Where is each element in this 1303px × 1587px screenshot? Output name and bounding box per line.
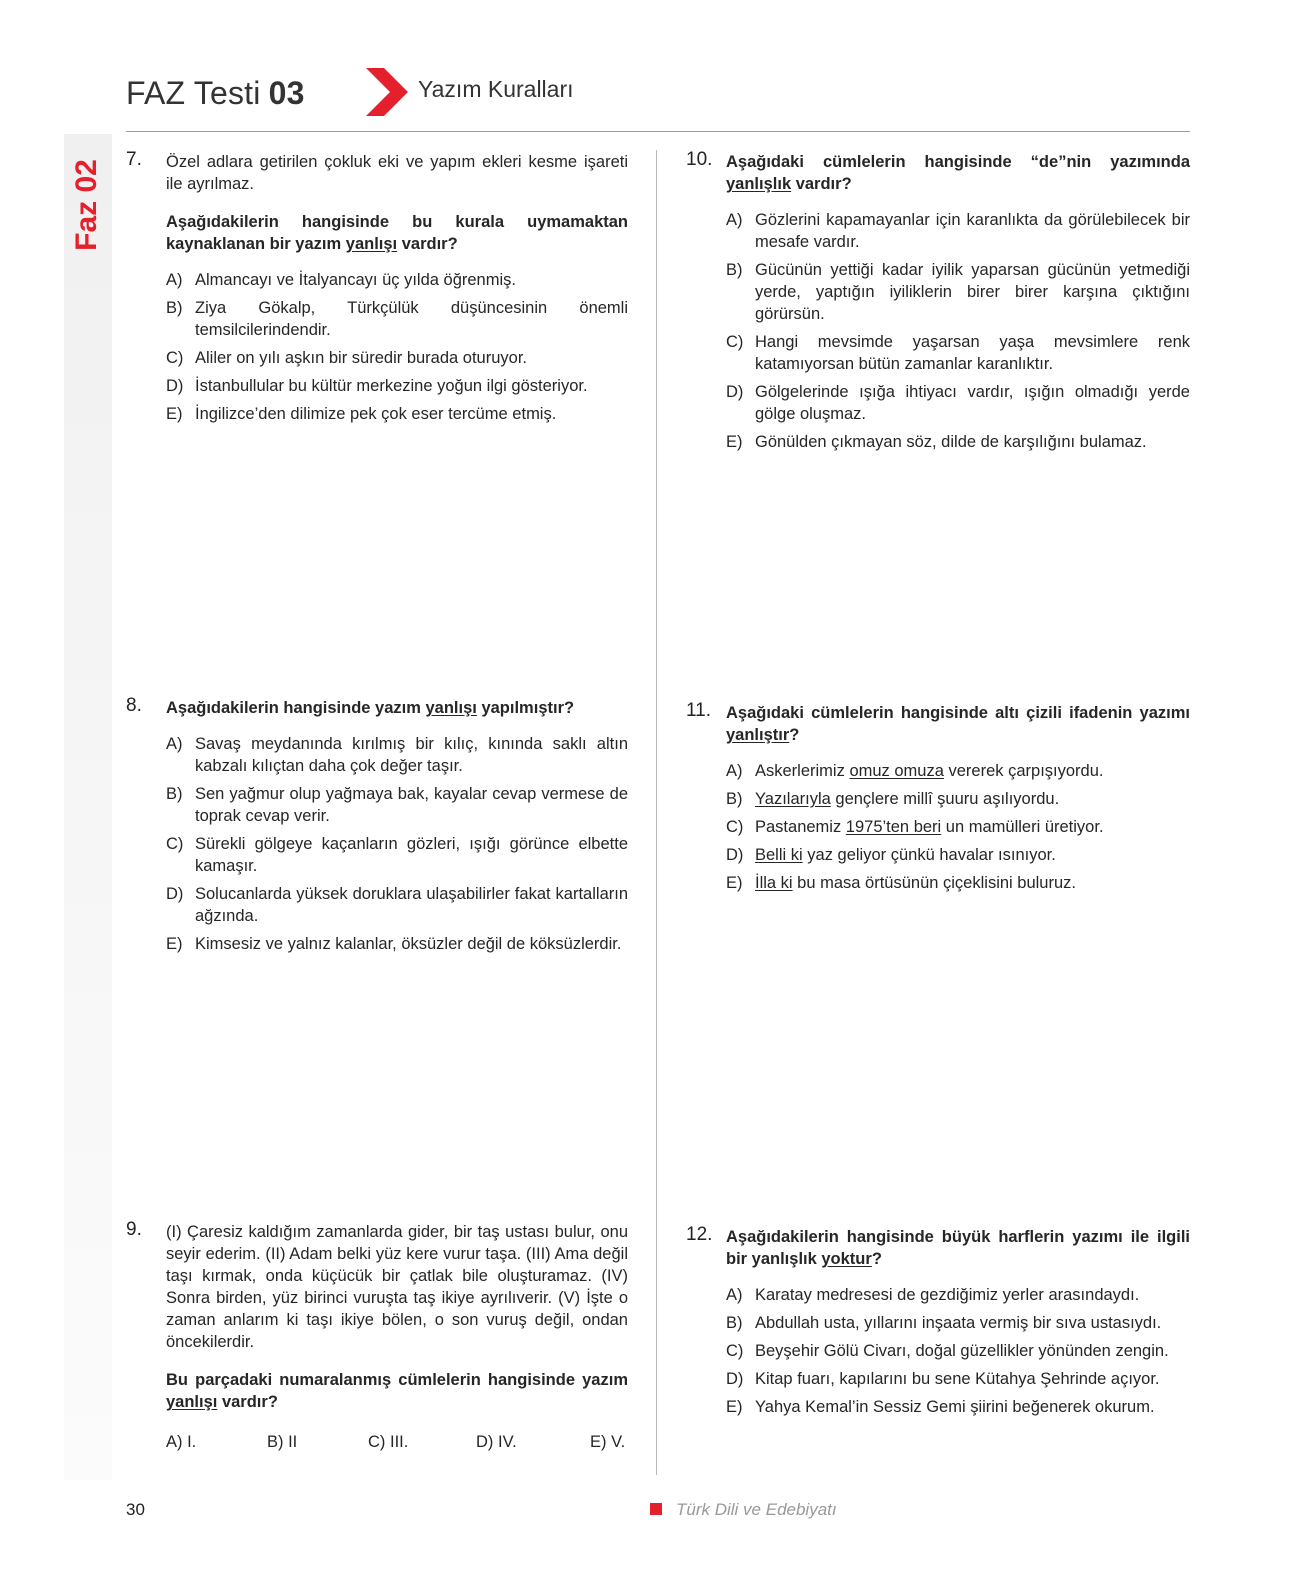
option-e[interactable]: E) İlla ki bu masa örtüsünün çiçeklisini buluruz. <box>726 874 1076 892</box>
option-b[interactable]: B) II <box>267 1433 298 1451</box>
option-c[interactable]: C) Hangi mevsimde yaşarsan yaşa mevsimlere renk katamıyorsan bütün zamanlar karanlıktır. <box>726 333 1190 373</box>
page-number: 30 <box>126 1500 145 1519</box>
question-prompt: Bu parçadaki numaralanmış cümlelerin hangisinde yazım yanlışı vardır? <box>166 1371 628 1411</box>
option-b[interactable]: B) Gücünün yettiği kadar iyilik yaparsan gücünün yetmediği yerde, yaptığın iyiliklerin birer birer karşına çıktığını görürsün. <box>726 261 1190 323</box>
question-prompt: Aşağıdakilerin hangisinde yazım yanlışı yapılmıştır? <box>166 699 575 717</box>
options-list <box>166 733 628 955</box>
option-d[interactable]: D) Kitap fuarı, kapılarını bu sene Kütahya Şehrinde açıyor. <box>726 1370 1160 1388</box>
option-e[interactable]: E) Kimsesiz ve yalnız kalanlar, öksüzler değil de köksüzlerdir. <box>166 935 622 953</box>
question-9 <box>126 1221 628 1453</box>
option-c[interactable]: C) Aliler on yılı aşkın bir süredir burada oturuyor. <box>166 349 527 367</box>
question-8 <box>126 697 628 961</box>
question-prompt: Aşağıdakilerin hangisinde bu kurala uymamaktan kaynaklanan bir yazım yanlışı vardır? <box>166 213 628 253</box>
option-c[interactable]: C) Sürekli gölgeye kaçanların gözleri, ışığı görünce elbette kamaşır. <box>166 835 628 875</box>
option-a[interactable]: A) I. <box>166 1433 197 1451</box>
question-prompt: Aşağıdaki cümlelerin hangisinde altı çizili ifadenin yazımı yanlıştır? <box>726 704 1190 744</box>
option-c[interactable]: C) Pastanemiz 1975’ten beri un mamülleri üretiyor. <box>726 818 1104 836</box>
option-b[interactable]: B) Ziya Gökalp, Türkçülük düşüncesinin önemli temsilcilerindendir. <box>166 299 628 339</box>
option-e[interactable]: E) İngilizce’den dilimize pek çok eser tercüme etmiş. <box>166 405 557 423</box>
option-a[interactable]: A) Savaş meydanında kırılmış bir kılıç, kınında saklı altın kabzalı kılıçtan daha çok değer taşır. <box>166 735 628 775</box>
options-list <box>726 1284 1190 1418</box>
question-number: 10. <box>686 149 713 170</box>
options-list <box>166 269 628 425</box>
question-prompt: Aşağıdaki cümlelerin hangisinde “de”nin yazımında yanlışlık vardır? <box>726 153 1190 193</box>
question-number: 11. <box>686 700 712 721</box>
question-number: 12. <box>686 1224 713 1245</box>
question-number: 7. <box>126 149 142 170</box>
question-number: 9. <box>126 1219 142 1240</box>
option-a[interactable]: A) Almancayı ve İtalyancayı üç yılda öğrenmiş. <box>166 271 516 289</box>
option-d[interactable]: D) Gölgelerinde ışığa ihtiyacı vardır, ışığın olmadığı yerde gölge oluşmaz. <box>726 383 1190 423</box>
option-c[interactable]: C) Beyşehir Gölü Civarı, doğal güzellikler yönünden zengin. <box>726 1342 1169 1360</box>
svg-text:Faz 02: Faz 02 <box>69 159 103 251</box>
option-e[interactable]: E) Gönülden çıkmayan söz, dilde de karşılığını bulamaz. <box>726 433 1147 451</box>
header-divider <box>126 131 1190 132</box>
test-series: FAZ Testi <box>126 74 261 111</box>
question-12 <box>686 1226 1190 1424</box>
option-d[interactable]: D) Solucanlarda yüksek doruklara ulaşabilirler fakat kartalların ağzında. <box>166 885 628 925</box>
chevron-right-icon <box>366 68 408 116</box>
question-10 <box>686 151 1190 459</box>
option-d[interactable]: D) Belli ki yaz geliyor çünkü havalar ısınıyor. <box>726 846 1056 864</box>
question-7 <box>126 151 628 431</box>
option-a[interactable]: A) Gözlerini kapamayanlar için karanlıkta da görülebilecek bir mesafe vardır. <box>726 211 1190 251</box>
option-d[interactable]: D) IV. <box>476 1433 517 1451</box>
question-number: 8. <box>126 695 142 716</box>
footer-square-icon <box>650 1503 662 1515</box>
question-stem: Özel adlara getirilen çokluk eki ve yapım ekleri kesme işareti ile ayrılmaz. <box>166 153 628 193</box>
option-b[interactable]: B) Yazılarıyla gençlere millî şuuru aşılıyordu. <box>726 790 1060 808</box>
options-list <box>726 760 1190 894</box>
option-e[interactable]: E) Yahya Kemal’in Sessiz Gemi şiirini beğenerek okurum. <box>726 1398 1155 1416</box>
option-a[interactable]: A) Karatay medresesi de gezdiğimiz yerler arasındaydı. <box>726 1286 1140 1304</box>
options-list <box>726 209 1190 453</box>
question-prompt: Aşağıdakilerin hangisinde büyük harflerin yazımı ile ilgili bir yanlışlık yoktur? <box>726 1228 1190 1268</box>
faz-side-label <box>68 150 108 260</box>
column-divider <box>656 150 657 1475</box>
option-e[interactable]: E) V. <box>590 1433 626 1451</box>
option-b[interactable]: B) Abdullah usta, yıllarını inşaata vermiş bir sıva ustasıydı. <box>726 1314 1162 1332</box>
option-b[interactable]: B) Sen yağmur olup yağmaya bak, kayalar cevap vermese de toprak cevap verir. <box>166 785 628 825</box>
book-title: Türk Dili ve Edebiyatı <box>676 1500 837 1519</box>
option-d[interactable]: D) İstanbullular bu kültür merkezine yoğun ilgi gösteriyor. <box>166 377 588 395</box>
question-stem: (I) Çaresiz kaldığım zamanlarda gider, bir taş ustası bulur, onu seyir ederim. (II) Adam belki yüz kere vurur taşa. (III) Ama değil taşı kırmak, onda küçücük bir çatlak bile oluşturamaz. (IV) Sonra birden, yüz birinci vuruşta taş ikiye ayrılıverir. (V) İşte o zaman anlarım ki taşı ikiye bölen, o son vuruş değil, ondan öncekilerdir. <box>166 1223 628 1351</box>
side-strip <box>64 134 112 1480</box>
topic-title: Yazım Kuralları <box>418 76 574 102</box>
test-title <box>126 75 305 112</box>
options-row <box>166 1431 628 1453</box>
option-a[interactable]: A) Askerlerimiz omuz omuza vererek çarpışıyordu. <box>726 762 1104 780</box>
test-number: 03 <box>268 74 305 111</box>
option-c[interactable]: C) III. <box>368 1433 409 1451</box>
page-header <box>126 68 305 118</box>
question-11 <box>686 702 1190 900</box>
